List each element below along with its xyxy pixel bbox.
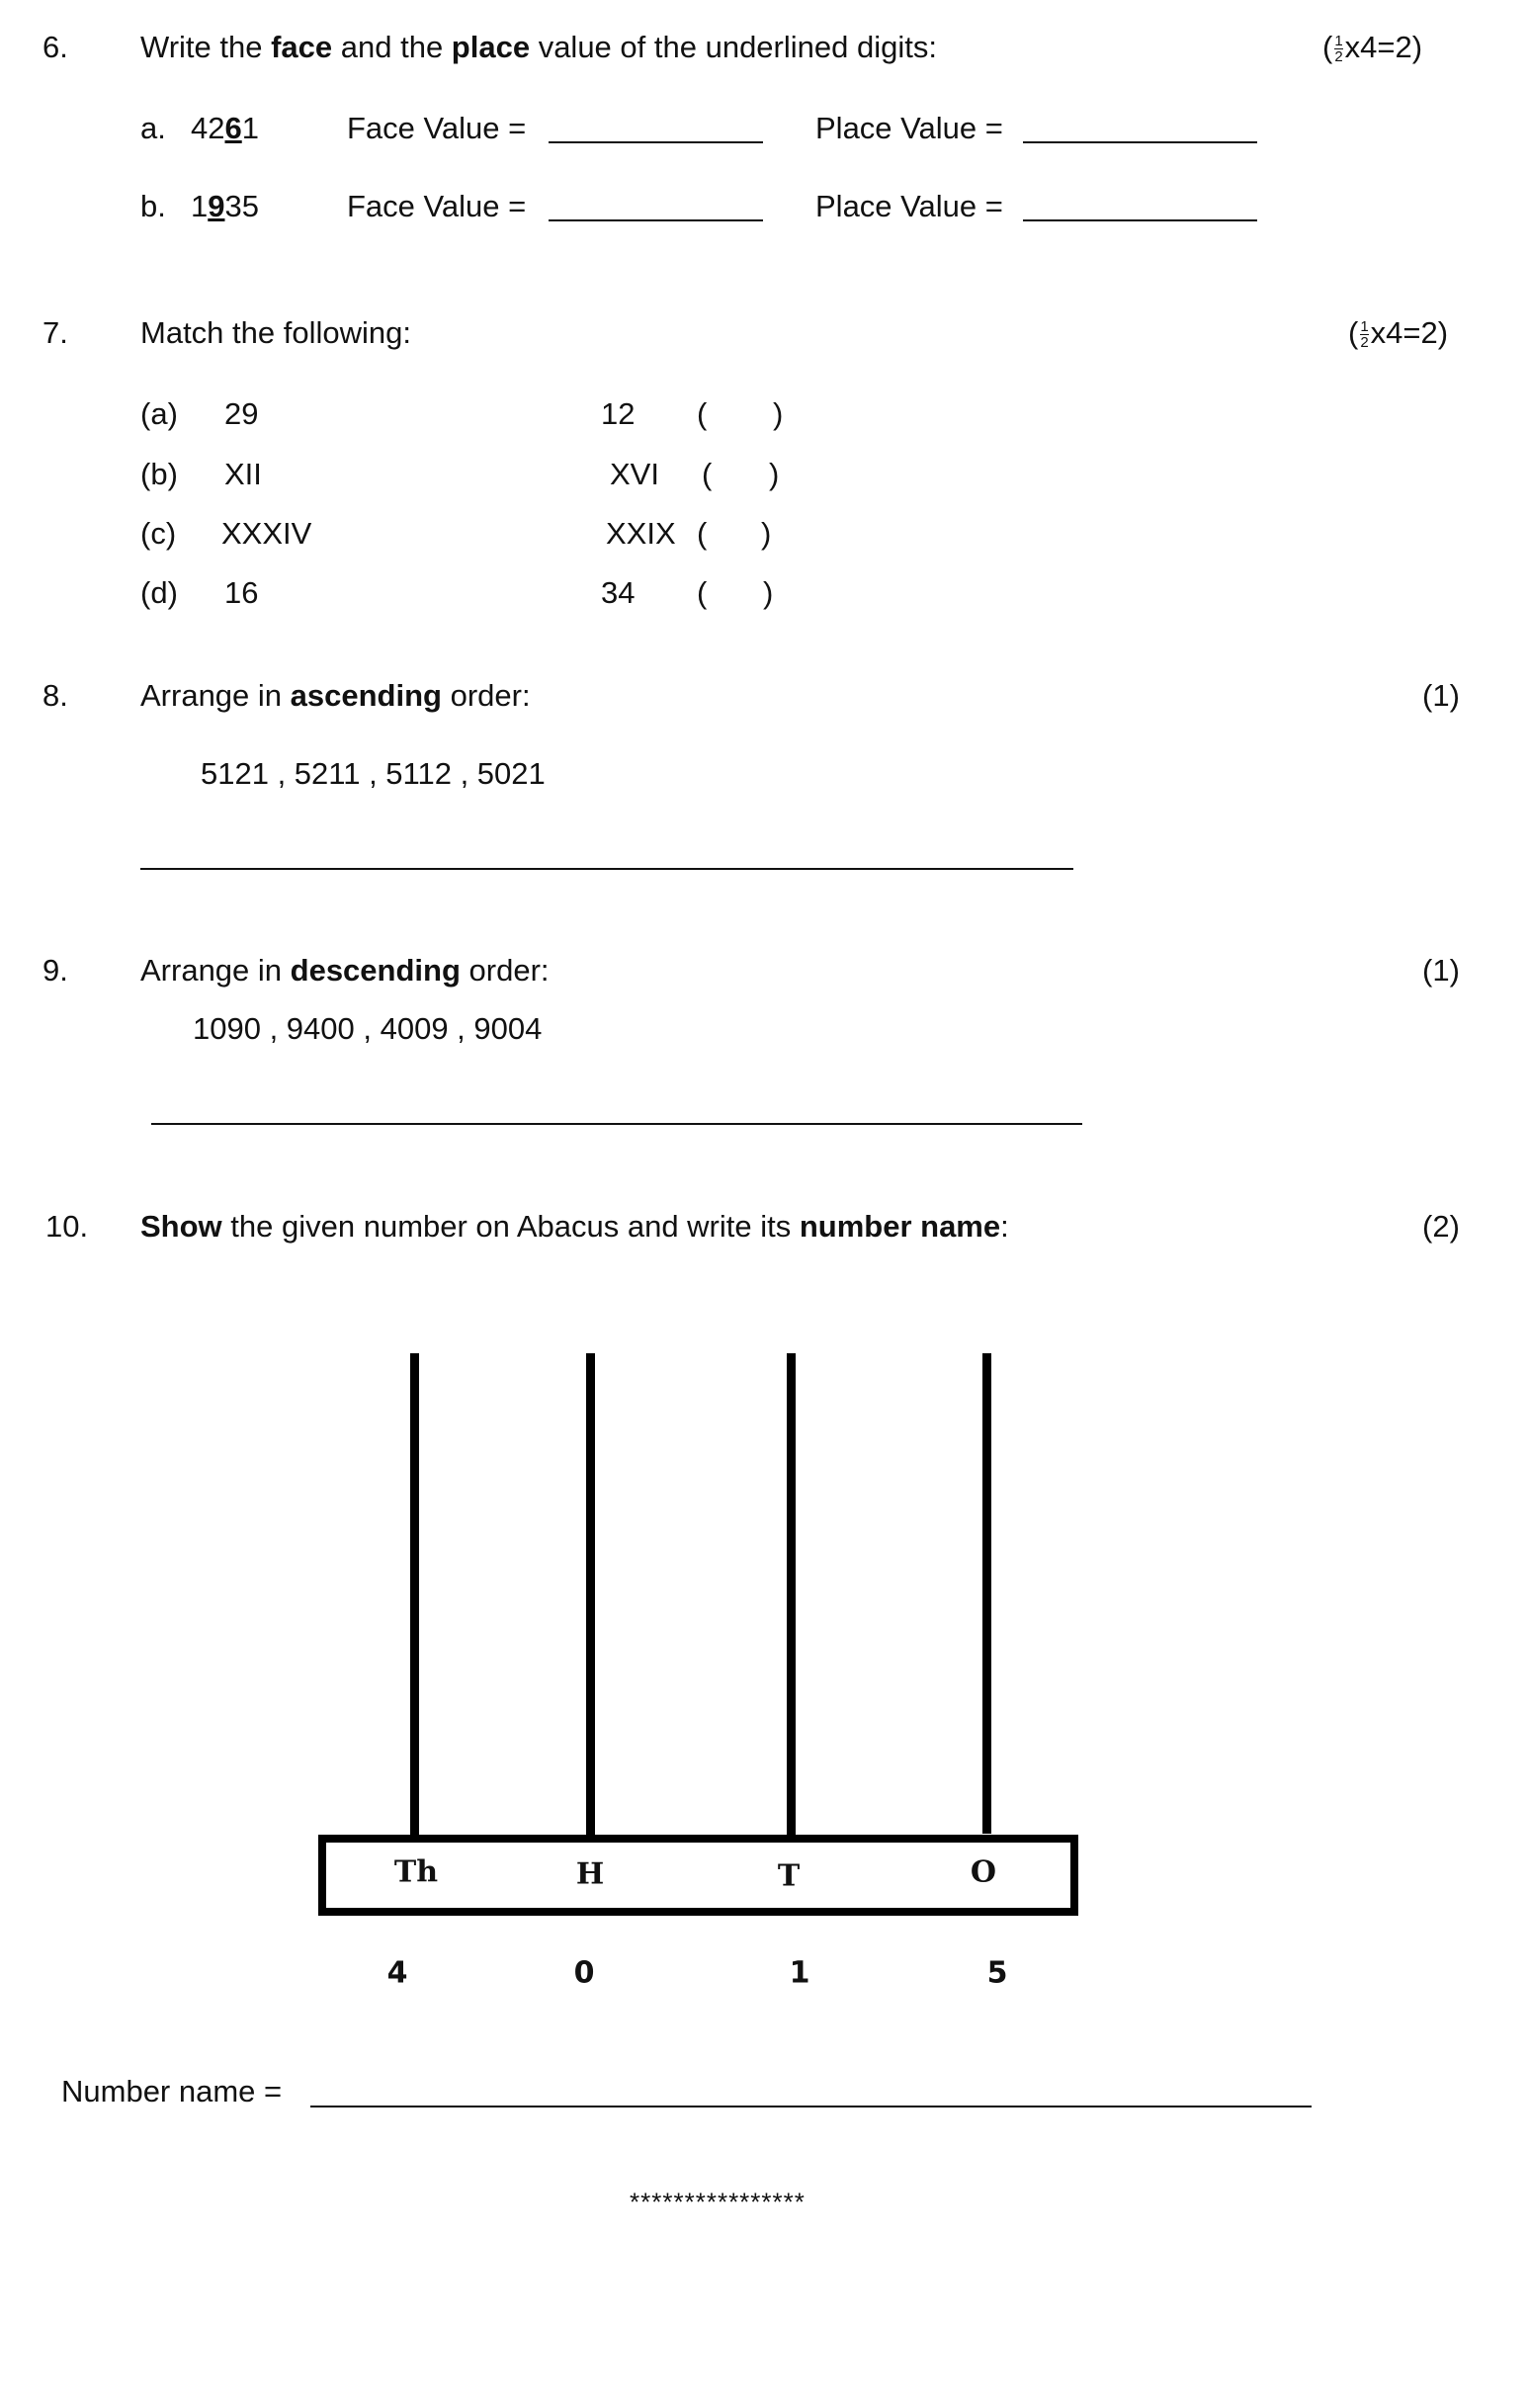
match-open-paren: ( bbox=[697, 575, 708, 610]
number-name-label: Number name = bbox=[61, 2074, 283, 2108]
q6a-number: 4261 bbox=[191, 111, 259, 145]
q8-marks: (1) bbox=[1422, 678, 1460, 713]
q6a-place-answer-line[interactable] bbox=[1023, 141, 1257, 143]
match-close-paren: ) bbox=[769, 457, 780, 491]
match-close-paren: ) bbox=[761, 516, 772, 551]
match-right: XVI bbox=[610, 457, 659, 491]
abacus-place-label: H bbox=[575, 1856, 605, 1892]
q8-answer-line[interactable] bbox=[140, 868, 1073, 870]
q6a-place-label: Place Value = bbox=[815, 111, 1003, 145]
end-stars: **************** bbox=[630, 2187, 806, 2217]
q9-question: Arrange in descending order: bbox=[140, 953, 550, 988]
q10-question: Show the given number on Abacus and write its number name: bbox=[140, 1209, 1009, 1244]
q9-number: 9. bbox=[42, 953, 68, 988]
match-close-paren: ) bbox=[773, 396, 784, 431]
q7-marks: ( $\frac{1}{2}$ x4=2) bbox=[1348, 315, 1449, 352]
q6-number: 6. bbox=[42, 30, 68, 64]
q6a-face-answer-line[interactable] bbox=[549, 141, 763, 143]
match-close-paren: ) bbox=[763, 575, 774, 610]
match-left: XXXIV bbox=[221, 516, 312, 551]
abacus-rod-tens bbox=[787, 1353, 796, 1840]
match-label: (d) bbox=[140, 575, 178, 610]
q6b-place-answer-line[interactable] bbox=[1023, 219, 1257, 221]
q6a-face-label: Face Value = bbox=[347, 111, 527, 145]
q6b-face-answer-line[interactable] bbox=[549, 219, 763, 221]
match-open-paren: ( bbox=[702, 457, 713, 491]
match-left: 29 bbox=[224, 396, 259, 431]
match-open-paren: ( bbox=[697, 516, 708, 551]
abacus-rod-thousands bbox=[410, 1353, 419, 1840]
match-right: XXIX bbox=[606, 516, 676, 551]
q8-number: 8. bbox=[42, 678, 68, 713]
abacus-rod-hundreds bbox=[586, 1353, 595, 1840]
match-left: 16 bbox=[224, 575, 259, 610]
q7-question: Match the following: bbox=[140, 315, 411, 350]
match-left: XII bbox=[224, 457, 262, 491]
q6b-number: 1935 bbox=[191, 189, 259, 223]
match-open-paren: ( bbox=[697, 396, 708, 431]
q10-marks: (2) bbox=[1422, 1209, 1460, 1244]
abacus-digit: 0 bbox=[573, 1955, 595, 1991]
abacus-rod-ones bbox=[982, 1353, 991, 1834]
match-right: 12 bbox=[601, 396, 636, 431]
abacus-place-label: Th bbox=[393, 1854, 439, 1890]
q10-number: 10. bbox=[45, 1209, 89, 1244]
number-name-answer-line[interactable] bbox=[310, 2106, 1312, 2107]
abacus-digit: 1 bbox=[789, 1955, 810, 1991]
q8-numbers: 5121 , 5211 , 5112 , 5021 bbox=[201, 756, 546, 791]
q8-question: Arrange in ascending order: bbox=[140, 678, 531, 713]
q6-marks: ( $\frac{1}{2}$ x4=2) bbox=[1322, 30, 1423, 66]
q6-question: Write the face and the place value of the underlined digits: bbox=[140, 30, 937, 64]
q9-answer-line[interactable] bbox=[151, 1123, 1082, 1125]
q7-number: 7. bbox=[42, 315, 68, 350]
q6b-label: b. bbox=[140, 189, 166, 223]
match-label: (c) bbox=[140, 516, 177, 551]
q6a-label: a. bbox=[140, 111, 166, 145]
abacus-digit: 5 bbox=[986, 1955, 1008, 1991]
abacus-place-label: T bbox=[777, 1858, 801, 1894]
q6b-place-label: Place Value = bbox=[815, 189, 1003, 223]
match-label: (b) bbox=[140, 457, 178, 491]
match-label: (a) bbox=[140, 396, 178, 431]
q9-marks: (1) bbox=[1422, 953, 1460, 988]
q9-numbers: 1090 , 9400 , 4009 , 9004 bbox=[193, 1011, 543, 1046]
match-right: 34 bbox=[601, 575, 636, 610]
q6b-face-label: Face Value = bbox=[347, 189, 527, 223]
abacus-place-label: O bbox=[970, 1854, 997, 1890]
abacus-digit: 4 bbox=[386, 1955, 408, 1991]
